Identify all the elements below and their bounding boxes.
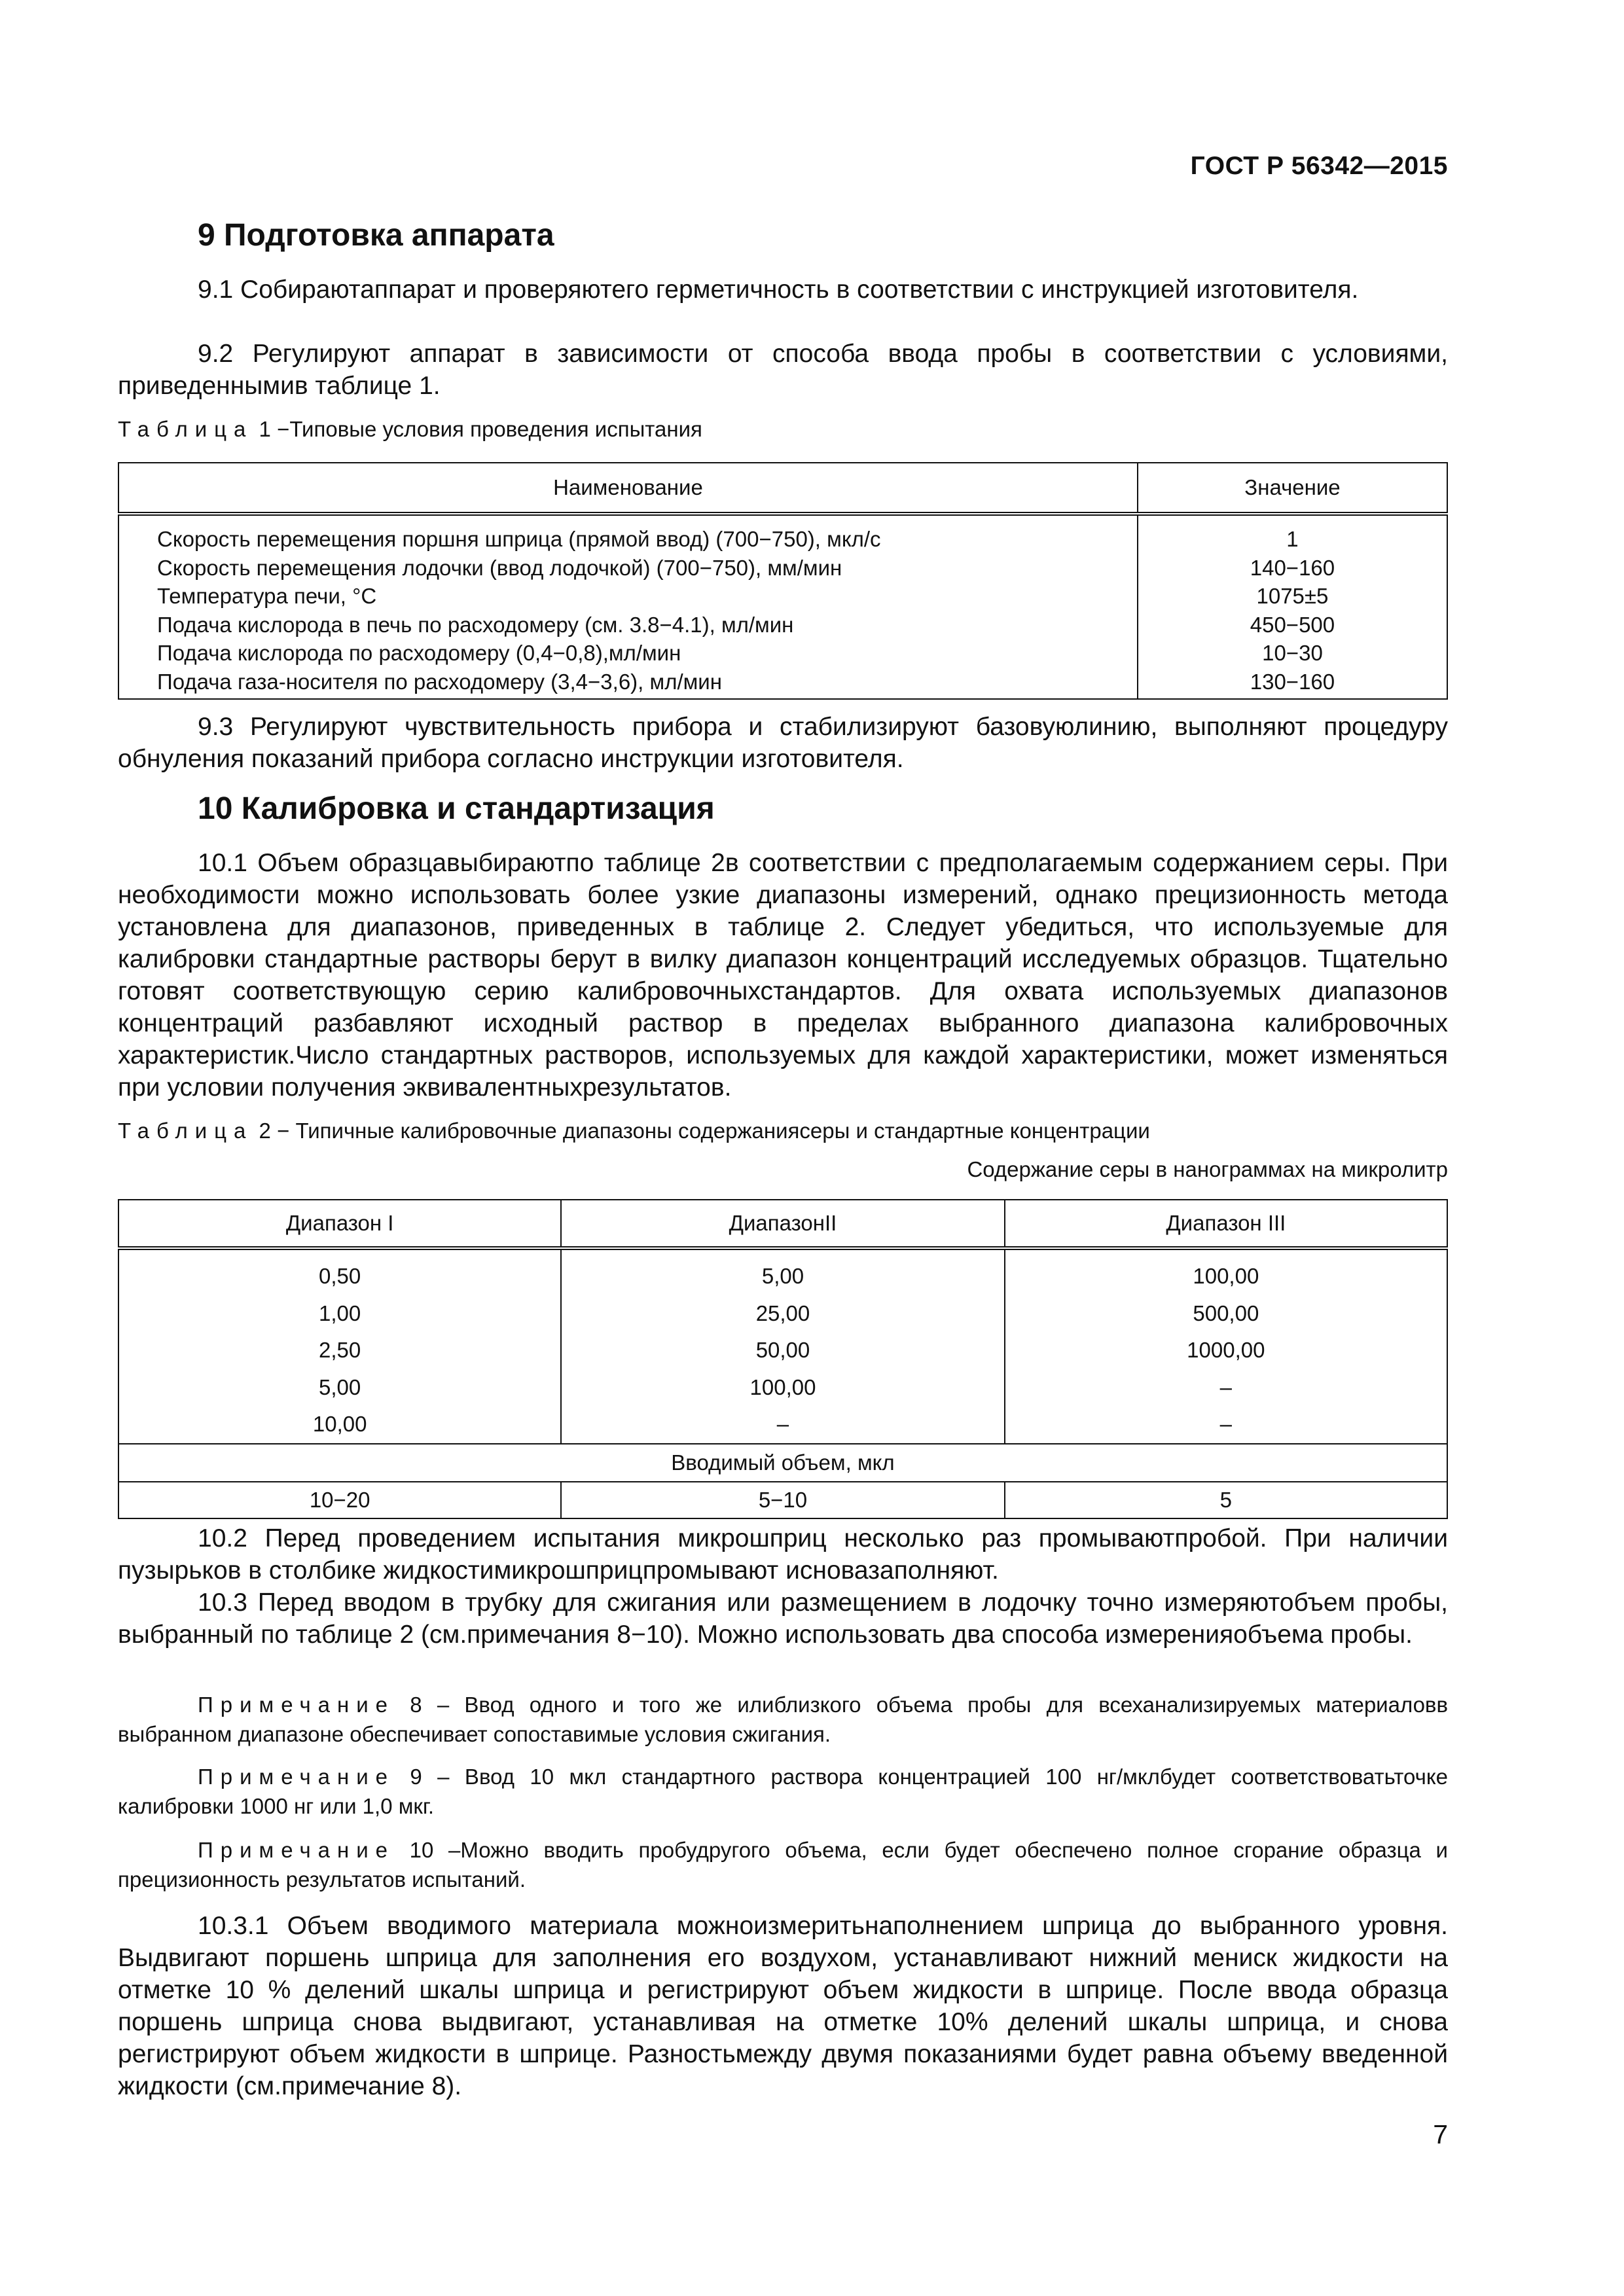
table-1-row-name: Подача газа-носителя по расходомеру (3,4−3,6), мл/мин: [157, 669, 722, 694]
table-2-volume-range-1: 10−20: [118, 1482, 561, 1518]
table-2-cell: 0,50: [319, 1264, 361, 1288]
table-2-cell: 10,00: [312, 1412, 367, 1436]
paragraph-10-3: 10.3 Перед вводом в трубку для сжигания или размещением в лодочку точно измеряютобъем пробы, выбранный по таблице 2 (см.примечания 8−10). Можно использовать два способа измеренияобъема пробы.: [118, 1588, 1448, 1649]
table-1-row-value: 450−500: [1250, 612, 1335, 637]
note-8-text: 8 – Ввод одного и того же илиблизкого объема пробы для всеханализируемых материаловв выбранном диапазоне обеспечивает сопоставимые условия сжигания.: [118, 1693, 1448, 1746]
table-2-cell: 1,00: [319, 1300, 361, 1325]
table-1-row-name: Подача кислорода в печь по расходомеру (см. 3.8−4.1), мл/мин: [157, 612, 794, 637]
table-2-cell: 50,00: [755, 1338, 810, 1362]
table-1-row-name: Скорость перемещения лодочки (ввод лодочкой) (700−750), мм/мин: [157, 555, 842, 580]
table-2-caption-text: 2 − Типичные калибровочные диапазоны содержаниясеры и стандартные концентрации: [253, 1119, 1150, 1143]
section-9-heading: 9 Подготовка аппарата: [198, 218, 554, 253]
document-page: [118, 0, 1448, 2296]
paragraph-9-2: 9.2 Регулируют аппарат в зависимости от способа ввода пробы в соответствии с условиями, приведеннымив таблице 1.: [118, 340, 1448, 400]
table-2-cell: –: [776, 1412, 789, 1436]
table-2-header-range-1: Диапазон I: [118, 1200, 561, 1248]
table-1-row-value: 1075±5: [1256, 584, 1329, 608]
table-2-cell: 2,50: [319, 1338, 361, 1362]
table-2: [118, 1199, 1448, 1519]
table-2-range-3-values: [1005, 1248, 1447, 1444]
table-1-row-value: 140−160: [1250, 555, 1335, 580]
note-9-text: 9 – Ввод 10 мкл стандартного раствора концентрацией 100 нг/мклбудет соответствоватьточке калибровки 1000 нг или 1,0 мкг.: [118, 1765, 1448, 1818]
paragraph-10-1: 10.1 Объем образцавыбираютпо таблице 2в соответствии с предполагаемым содержанием серы. При необходимости можно использовать более узкие диапазоны измерений, однако прецизионность метода установлена для диапазонов, приведенных в таблице 2. Следует убедиться, что используемые для калибровки стандартные растворы берут в вилку диапазон концентраций исследуемых образцов. Тщательно готовят соответствующую серию калибровочныхстандартов. Для охвата используемых диапазонов концентраций разбавляют исходный раствор в пределах выбранного диапазона калибровочных характеристик.Число стандартных растворов, используемых для каждой характеристики, может изменяться при условии получения эквивалентныхрезультатов.: [118, 849, 1448, 1102]
table-1-row-name: Температура печи, °С: [157, 584, 377, 608]
table-1-caption-text: 1 −Типовые условия проведения испытания: [253, 417, 702, 441]
table-2-cell: 1000,00: [1187, 1338, 1265, 1362]
table-1-row-value: 10−30: [1262, 641, 1323, 665]
table-1-names-cell: [118, 514, 1138, 699]
table-1-row-value: 130−160: [1250, 669, 1335, 694]
table-2-cell: 100,00: [749, 1374, 816, 1399]
table-2-caption-label: Таблица: [118, 1119, 253, 1143]
note-9-label: Примечание: [198, 1765, 395, 1789]
table-2-cell: –: [1219, 1412, 1232, 1436]
table-1-caption-label: Таблица: [118, 417, 253, 441]
note-10-text: 10 –Можно вводить пробудругого объема, если будет обеспечено полное сгорание образца и прецизионность результатов испытаний.: [118, 1838, 1448, 1892]
table-1-row-value: 1: [1286, 527, 1299, 551]
note-10: [118, 1835, 1448, 1894]
table-1-row-name: Скорость перемещения поршня шприца (прямой ввод) (700−750), мкл/с: [157, 527, 881, 551]
paragraph-10-3-1: 10.3.1 Объем вводимого материала можноизмеритьнаполнением шприца до выбранного уровня. Выдвигают поршень шприца для заполнения его воздухом, устанавливают нижний мениск жидкости на отметке 10 % делений шкалы шприца и регистрируют объем жидкости в шприце. После ввода образца поршень шприца снова выдвигают, устанавливая на отметке 10% делений шкалы шприца, и снова регистрируют объем жидкости в шприце. Разностьмежду двумя показаниями будет равна объему введенной жидкости (см.примечание 8).: [118, 1912, 1448, 2100]
table-2-volume-label: Вводимый объем, мкл: [118, 1444, 1447, 1482]
table-2-header-range-3: Диапазон III: [1005, 1200, 1447, 1248]
table-2-units: Содержание серы в нанограммах на микролитр: [967, 1157, 1448, 1181]
table-2-cell: –: [1219, 1374, 1232, 1399]
note-8: [118, 1690, 1448, 1749]
document-code: ГОСТ Р 56342—2015: [1190, 152, 1448, 180]
table-1-values-cell: [1138, 514, 1447, 699]
table-2-volume-range-2: 5−10: [561, 1482, 1004, 1518]
table-2-volume-range-3: 5: [1005, 1482, 1447, 1518]
table-1-row-name: Подача кислорода по расходомеру (0,4−0,8),мл/мин: [157, 641, 681, 665]
table-1-header-value: Значение: [1138, 463, 1447, 514]
table-2-cell: 5,00: [761, 1264, 804, 1288]
paragraph-9-1: 9.1 Собираютаппарат и проверяютего герметичность в соответствии с инструкцией изготовителя.: [198, 276, 1359, 304]
table-1: [118, 462, 1448, 700]
table-1-caption: [118, 416, 702, 442]
paragraph-10-2: 10.2 Перед проведением испытания микрошприц несколько раз промываютпробой. При наличии пузырьков в столбике жидкостимикрошприцпромывают исновазаполняют.: [118, 1524, 1448, 1585]
table-2-cell: 25,00: [755, 1300, 810, 1325]
table-2-caption: [118, 1118, 1150, 1144]
table-2-cell: 500,00: [1193, 1300, 1259, 1325]
page-number: 7: [1433, 2119, 1448, 2149]
paragraph-9-3: 9.3 Регулируют чувствительность прибора и стабилизируют базовуюлинию, выполняют процедуру обнуления показаний прибора согласно инструкции изготовителя.: [118, 713, 1448, 773]
section-10-heading: 10 Калибровка и стандартизация: [198, 791, 715, 826]
table-2-range-1-values: [118, 1248, 561, 1444]
note-8-label: Примечание: [198, 1693, 395, 1717]
note-10-label: Примечание: [198, 1838, 395, 1862]
table-2-cell: 100,00: [1193, 1264, 1259, 1288]
table-1-header-name: Наименование: [118, 463, 1138, 514]
table-2-range-2-values: [561, 1248, 1004, 1444]
table-2-cell: 5,00: [319, 1374, 361, 1399]
note-9: [118, 1762, 1448, 1821]
table-2-header-range-2: ДиапазонII: [561, 1200, 1004, 1248]
